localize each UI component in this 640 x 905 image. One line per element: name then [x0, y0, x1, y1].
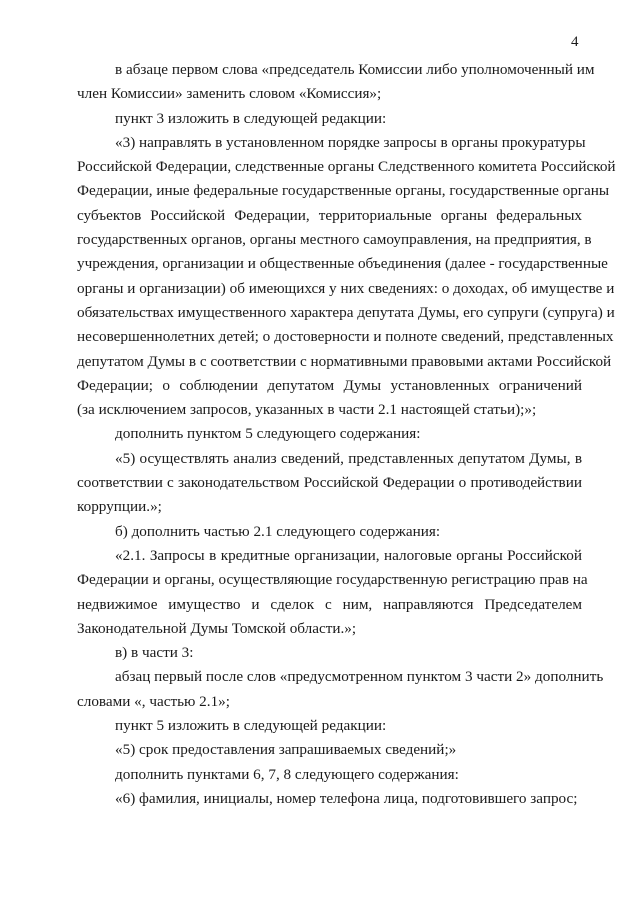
text-line: обязательствах имущественного характера депутата Думы, его супруги (супруга) и	[77, 303, 615, 321]
text-line: дополнить пунктами 6, 7, 8 следующего содержания:	[115, 765, 459, 783]
document-body	[77, 58, 616, 811]
text-line: дополнить пунктом 5 следующего содержания:	[115, 425, 421, 443]
text-line: органы и организации) об имеющихся у них сведениях: о доходах, об имуществе и	[77, 279, 615, 297]
text-line: Федерации; о соблюдении депутатом Думы установленных ограничений	[77, 376, 582, 394]
text-line: коррупции.»;	[77, 498, 162, 516]
text-line: пункт 3 изложить в следующей редакции:	[115, 109, 387, 127]
text-line: государственных органов, органы местного самоуправления, на предприятия, в	[77, 231, 592, 249]
text-line: Федерации, иные федеральные государственные органы, государственные органы	[77, 182, 610, 200]
text-line: член Комиссии» заменить словом «Комиссия»;	[77, 85, 382, 103]
text-line: «3) направлять в установленном порядке запросы в органы прокуратуры	[115, 133, 586, 151]
text-line: несовершеннолетних детей; о достоверности и полноте сведений, представленных	[77, 328, 614, 346]
text-line: (за исключением запросов, указанных в части 2.1 настоящей статьи);»;	[77, 401, 537, 419]
text-line: учреждения, организации и общественные объединения (далее - государственные	[77, 255, 608, 273]
text-line: в) в части 3:	[115, 644, 194, 662]
text-line: пункт 5 изложить в следующей редакции:	[115, 717, 387, 735]
text-line: в абзаце первом слова «председатель Комиссии либо уполномоченный им	[115, 61, 595, 78]
text-line: «6) фамилия, инициалы, номер телефона лица, подготовившего запрос;	[115, 789, 578, 807]
text-line: Законодательной Думы Томской области.»;	[77, 619, 357, 637]
text-line: соответствии с законодательством Российской Федерации о противодействии	[77, 474, 582, 492]
text-line: Российской Федерации, следственные органы Следственного комитета Российской	[77, 158, 616, 176]
text-line: Федерации и органы, осуществляющие государственную регистрацию прав на	[77, 571, 588, 589]
text-line: «5) осуществлять анализ сведений, представленных депутатом Думы, в	[115, 449, 582, 467]
text-line: субъектов Российской Федерации, территориальные органы федеральных	[77, 206, 582, 224]
text-line: «2.1. Запросы в кредитные организации, налоговые органы Российской	[115, 546, 582, 564]
text-line: абзац первый после слов «предусмотренном пунктом 3 части 2» дополнить	[115, 668, 604, 686]
text-line: словами «, частью 2.1»;	[77, 692, 230, 710]
page-number: 4	[571, 34, 579, 50]
text-line: «5) срок предоставления запрашиваемых сведений;»	[115, 741, 457, 759]
text-line: депутатом Думы в с соответствии с нормативными правовыми актами Российской	[77, 352, 612, 370]
text-line: недвижимое имущество и сделок с ним, направляются Председателем	[77, 595, 582, 613]
text-line: б) дополнить частью 2.1 следующего содержания:	[115, 522, 441, 540]
